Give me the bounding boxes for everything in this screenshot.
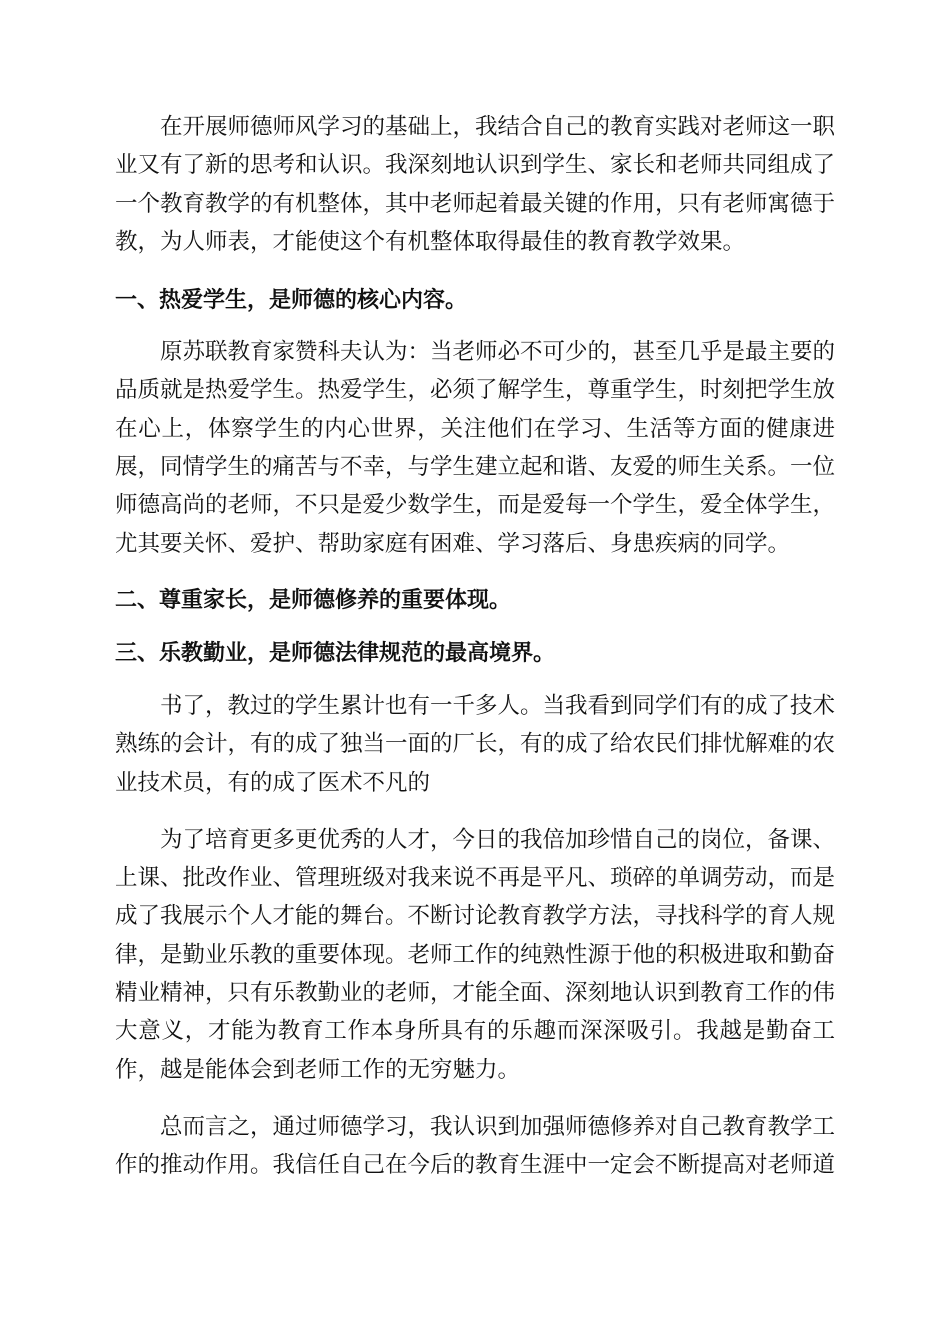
section-heading: 二、尊重家长，是师德修养的重要体现。 <box>115 586 512 613</box>
document-page <box>115 108 835 1185</box>
section-heading: 一、热爱学生，是师德的核心内容。 <box>115 287 468 314</box>
section-heading: 三、乐教勤业，是师德法律规范的最高境界。 <box>115 639 556 666</box>
body-paragraph: 书了，教过的学生累计也有一千多人。当我看到同学们有的成了技术熟练的会计，有的成了独当一面的厂长，有的成了给农民们排忧解难的农业技术员，有的成了医术不凡的 <box>115 692 836 796</box>
body-paragraph: 为了培育更多更优秀的人才，今日的我倍加珍惜自己的岗位，备课、上课、批改作业、管理班级对我来说不再是平凡、琐碎的单调劳动，而是成了我展示个人才能的舞台。不断讨论教育教学方法，寻找科学的育人规律，是勤业乐教的重要体现。老师工作的纯熟性源于他的积极进取和勤奋精业精神，只有乐教勤业的老师，才能全面、深刻地认识到教育工作的伟大意义，才能为教育工作本身所具有的乐趣而深深吸引。我越是勤奋工作，越是能体会到老师工作的无穷魅力。 <box>115 826 836 1083</box>
body-paragraph: 在开展师德师风学习的基础上，我结合自己的教育实践对老师这一职业又有了新的思考和认识。我深刻地认识到学生、家长和老师共同组成了一个教育教学的有机整体，其中老师起着最关键的作用，只有老师寓德于教，为人师表，才能使这个有机整体取得最佳的教育教学效果。 <box>115 114 836 255</box>
body-paragraph: 原苏联教育家赞科夫认为：当老师必不可少的，甚至几乎是最主要的品质就是热爱学生。热爱学生，必须了解学生，尊重学生，时刻把学生放在心上，体察学生的内心世界，关注他们在学习、生活等方面的健康进展，同情学生的痛苦与不幸，与学生建立起和谐、友爱的师生关系。一位师德高尚的老师，不只是爱少数学生，而是爱每一个学生，爱全体学生，尤其要关怀、爱护、帮助家庭有困难、学习落后、身患疾病的同学。 <box>115 339 836 557</box>
body-paragraph: 总而言之，通过师德学习，我认识到加强师德修养对自己教育教学工作的推动作用。我信任自己在今后的教育生涯中一定会不断提高对老师道 <box>115 1113 836 1179</box>
